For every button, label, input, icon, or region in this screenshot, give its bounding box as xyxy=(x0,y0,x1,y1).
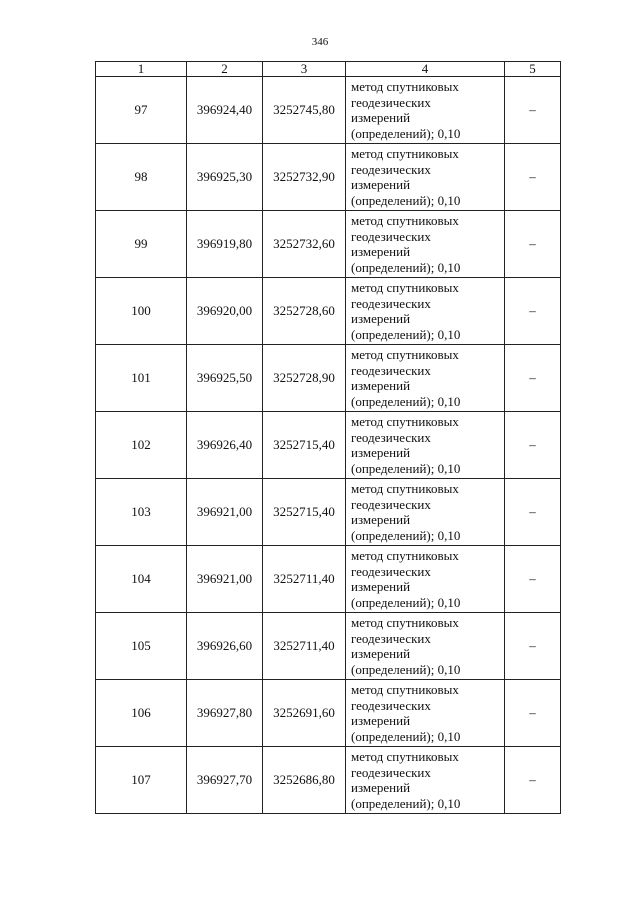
method-line: метод спутниковых xyxy=(351,414,459,429)
coord-x: 396926,40 xyxy=(187,412,263,479)
table-header-row xyxy=(96,62,561,77)
note-cell: – xyxy=(505,412,561,479)
header-col-5: 5 xyxy=(505,62,561,77)
table-row xyxy=(96,546,561,613)
method-line: геодезических xyxy=(351,496,431,512)
point-number: 100 xyxy=(96,278,187,345)
table-row xyxy=(96,479,561,546)
method-cell xyxy=(346,613,505,680)
coordinates-table xyxy=(95,61,561,814)
method-line: измерений xyxy=(351,311,411,326)
method-line: (определений); 0,10 xyxy=(351,661,461,677)
method-line: (определений); 0,10 xyxy=(351,460,461,476)
method-line: геодезических xyxy=(351,563,431,579)
coord-y: 3252691,60 xyxy=(263,680,346,747)
method-line: (определений); 0,10 xyxy=(351,527,461,543)
method-cell xyxy=(346,680,505,747)
method-line: измерений xyxy=(351,177,411,192)
coord-y: 3252728,90 xyxy=(263,345,346,412)
coord-x: 396927,70 xyxy=(187,747,263,814)
point-number: 97 xyxy=(96,77,187,144)
note-cell: – xyxy=(505,278,561,345)
method-line: метод спутниковых xyxy=(351,347,459,362)
table-row xyxy=(96,680,561,747)
coord-y: 3252686,80 xyxy=(263,747,346,814)
method-line: метод спутниковых xyxy=(351,548,459,563)
method-line: геодезических xyxy=(351,362,431,378)
method-line: геодезических xyxy=(351,228,431,244)
method-line: геодезических xyxy=(351,94,431,110)
method-line: (определений); 0,10 xyxy=(351,795,461,811)
note-cell: – xyxy=(505,77,561,144)
coord-x: 396921,00 xyxy=(187,546,263,613)
method-line: метод спутниковых xyxy=(351,481,459,496)
coord-x: 396925,30 xyxy=(187,144,263,211)
note-cell: – xyxy=(505,211,561,278)
coord-x: 396919,80 xyxy=(187,211,263,278)
coord-y: 3252728,60 xyxy=(263,278,346,345)
header-col-2: 2 xyxy=(187,62,263,77)
table-row xyxy=(96,412,561,479)
point-number: 103 xyxy=(96,479,187,546)
table-row xyxy=(96,278,561,345)
coord-x: 396925,50 xyxy=(187,345,263,412)
note-cell: – xyxy=(505,345,561,412)
method-line: (определений); 0,10 xyxy=(351,259,461,275)
note-cell: – xyxy=(505,479,561,546)
method-cell xyxy=(346,144,505,211)
method-line: измерений xyxy=(351,780,411,795)
point-number: 101 xyxy=(96,345,187,412)
coord-y: 3252715,40 xyxy=(263,479,346,546)
note-cell: – xyxy=(505,747,561,814)
method-line: измерений xyxy=(351,378,411,393)
note-cell: – xyxy=(505,613,561,680)
method-cell xyxy=(346,747,505,814)
method-cell xyxy=(346,479,505,546)
coord-y: 3252732,90 xyxy=(263,144,346,211)
method-line: геодезических xyxy=(351,295,431,311)
method-line: метод спутниковых xyxy=(351,615,459,630)
note-cell: – xyxy=(505,144,561,211)
method-line: измерений xyxy=(351,579,411,594)
method-line: измерений xyxy=(351,445,411,460)
point-number: 99 xyxy=(96,211,187,278)
table-row xyxy=(96,77,561,144)
coord-y: 3252715,40 xyxy=(263,412,346,479)
method-line: измерений xyxy=(351,512,411,527)
table-row xyxy=(96,747,561,814)
coord-y: 3252711,40 xyxy=(263,613,346,680)
point-number: 98 xyxy=(96,144,187,211)
method-line: (определений); 0,10 xyxy=(351,326,461,342)
point-number: 102 xyxy=(96,412,187,479)
method-line: метод спутниковых xyxy=(351,682,459,697)
coord-y: 3252711,40 xyxy=(263,546,346,613)
method-line: метод спутниковых xyxy=(351,79,459,94)
method-line: метод спутниковых xyxy=(351,213,459,228)
coord-x: 396927,80 xyxy=(187,680,263,747)
table-row xyxy=(96,345,561,412)
method-line: метод спутниковых xyxy=(351,749,459,764)
method-line: геодезических xyxy=(351,630,431,646)
header-col-4: 4 xyxy=(346,62,505,77)
method-line: измерений xyxy=(351,713,411,728)
point-number: 105 xyxy=(96,613,187,680)
table-row xyxy=(96,613,561,680)
method-line: геодезических xyxy=(351,697,431,713)
method-cell xyxy=(346,345,505,412)
coord-y: 3252732,60 xyxy=(263,211,346,278)
method-cell xyxy=(346,77,505,144)
method-line: метод спутниковых xyxy=(351,280,459,295)
coord-x: 396920,00 xyxy=(187,278,263,345)
point-number: 107 xyxy=(96,747,187,814)
header-col-3: 3 xyxy=(263,62,346,77)
method-cell xyxy=(346,211,505,278)
method-line: (определений); 0,10 xyxy=(351,125,461,141)
note-cell: – xyxy=(505,680,561,747)
method-line: геодезических xyxy=(351,764,431,780)
point-number: 106 xyxy=(96,680,187,747)
method-line: (определений); 0,10 xyxy=(351,192,461,208)
coord-y: 3252745,80 xyxy=(263,77,346,144)
coord-x: 396924,40 xyxy=(187,77,263,144)
method-line: измерений xyxy=(351,646,411,661)
method-line: измерений xyxy=(351,244,411,259)
point-number: 104 xyxy=(96,546,187,613)
method-cell xyxy=(346,546,505,613)
note-cell: – xyxy=(505,546,561,613)
method-line: геодезических xyxy=(351,429,431,445)
method-cell xyxy=(346,412,505,479)
coord-x: 396921,00 xyxy=(187,479,263,546)
table-body xyxy=(96,77,561,814)
header-col-1: 1 xyxy=(96,62,187,77)
method-line: (определений); 0,10 xyxy=(351,594,461,610)
page-number: 346 xyxy=(311,36,329,48)
method-line: метод спутниковых xyxy=(351,146,459,161)
table-row xyxy=(96,211,561,278)
method-line: (определений); 0,10 xyxy=(351,728,461,744)
table-row xyxy=(96,144,561,211)
method-line: измерений xyxy=(351,110,411,125)
method-line: (определений); 0,10 xyxy=(351,393,461,409)
method-cell xyxy=(346,278,505,345)
coord-x: 396926,60 xyxy=(187,613,263,680)
method-line: геодезических xyxy=(351,161,431,177)
